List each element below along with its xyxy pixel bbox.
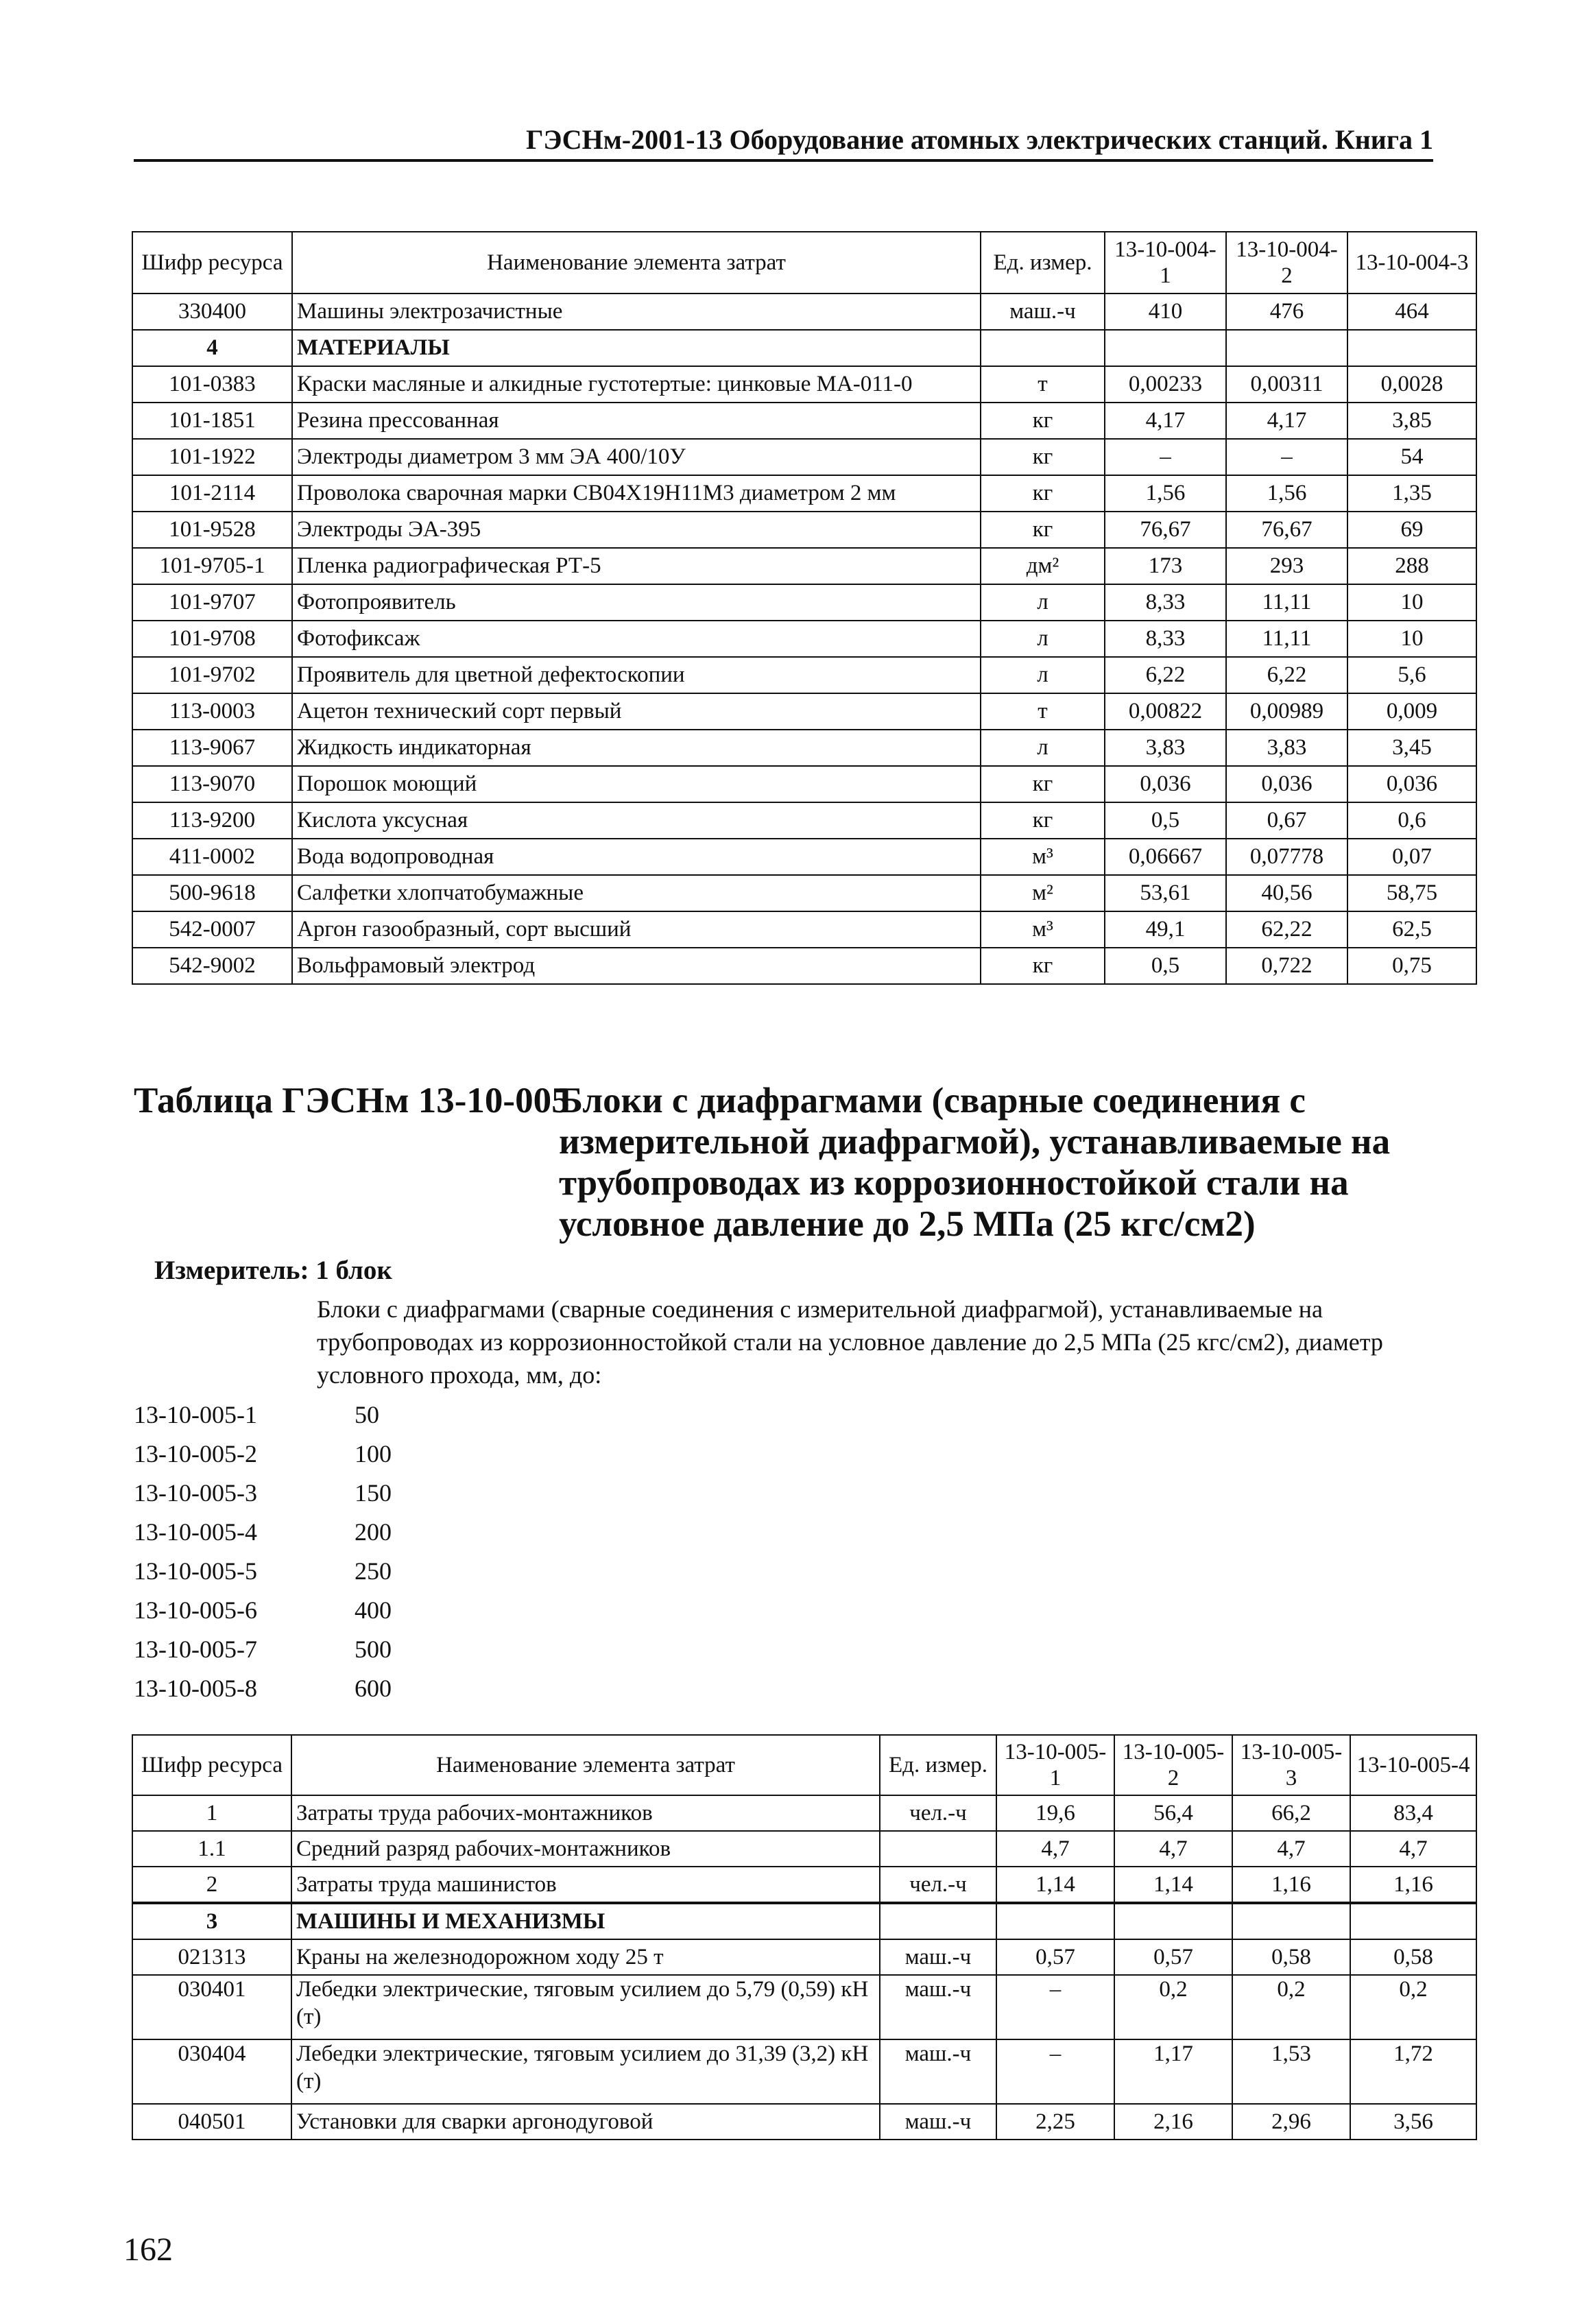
resource-code-cell: 040501 <box>132 2104 291 2140</box>
resource-code-cell: 101-9528 <box>132 512 292 548</box>
cost-element-cell: Вольфрамовый электрод <box>292 948 981 984</box>
value-cell: 3,83 <box>1226 730 1347 766</box>
cost-element-cell: Затраты труда машинистов <box>291 1867 880 1903</box>
value-cell: 3,85 <box>1347 403 1476 439</box>
value-cell: 11,11 <box>1226 584 1347 621</box>
value-cell: 66,2 <box>1232 1795 1350 1831</box>
cost-element-cell: Ацетон технический сорт первый <box>292 693 981 730</box>
unit-cell: чел.-ч <box>880 1795 996 1831</box>
value-cell: 58,75 <box>1347 875 1476 911</box>
value-cell <box>1226 330 1347 366</box>
cost-element-cell: Машины электрозачистные <box>292 294 981 330</box>
unit-cell: т <box>981 693 1105 730</box>
unit-cell: маш.-ч <box>880 1975 996 2039</box>
table-row <box>132 475 1476 512</box>
table-row <box>132 330 1476 366</box>
value-cell: 173 <box>1105 548 1226 584</box>
value-cell: – <box>1105 439 1226 475</box>
unit-cell <box>981 330 1105 366</box>
cost-element-cell: Установки для сварки аргонодуговой <box>291 2104 880 2140</box>
value-cell: 2,96 <box>1232 2104 1350 2140</box>
cost-element-cell: Фотофиксаж <box>292 621 981 657</box>
value-cell: 0,5 <box>1105 948 1226 984</box>
cost-element-cell: Порошок моющий <box>292 766 981 802</box>
value-cell: 2,16 <box>1114 2104 1232 2140</box>
value-cell: 0,00233 <box>1105 366 1226 403</box>
resource-code-cell: 101-9705-1 <box>132 548 292 584</box>
value-cell: 288 <box>1347 548 1476 584</box>
resource-code-cell: 4 <box>132 330 292 366</box>
value-cell: 3,56 <box>1350 2104 1476 2140</box>
resource-code-cell: 113-9067 <box>132 730 292 766</box>
resource-code-cell: 542-0007 <box>132 911 292 948</box>
value-cell: 0,036 <box>1347 766 1476 802</box>
table-row <box>132 839 1476 875</box>
variant-code: 13-10-005-3 <box>134 1479 257 1507</box>
resource-code-cell: 101-1851 <box>132 403 292 439</box>
cost-element-cell: Проявитель для цветной дефектоскопии <box>292 657 981 693</box>
measure-label: Измеритель: <box>154 1256 309 1285</box>
header-norm-4: 13-10-005-4 <box>1350 1735 1476 1795</box>
page-number: 162 <box>123 2231 173 2268</box>
value-cell: 0,6 <box>1347 802 1476 839</box>
value-cell: 0,00311 <box>1226 366 1347 403</box>
value-cell: 8,33 <box>1105 584 1226 621</box>
resource-code-cell: 411-0002 <box>132 839 292 875</box>
value-cell: 464 <box>1347 294 1476 330</box>
value-cell: 6,22 <box>1226 657 1347 693</box>
value-cell: 1,53 <box>1232 2039 1350 2104</box>
unit-cell: м³ <box>981 839 1105 875</box>
value-cell: – <box>1226 439 1347 475</box>
table-row <box>132 584 1476 621</box>
value-cell: 0,00822 <box>1105 693 1226 730</box>
cost-element-cell: Электроды диаметром 3 мм ЭА 400/10У <box>292 439 981 475</box>
variant-diameter: 50 <box>355 1401 379 1428</box>
value-cell: 0,58 <box>1232 1939 1350 1975</box>
header-norm-1: 13-10-004-1 <box>1105 232 1226 294</box>
value-cell: – <box>996 2039 1114 2104</box>
unit-cell: кг <box>981 439 1105 475</box>
value-cell: 4,7 <box>1114 1831 1232 1867</box>
value-cell: 0,036 <box>1226 766 1347 802</box>
value-cell: 56,4 <box>1114 1795 1232 1831</box>
value-cell: 0,2 <box>1232 1975 1350 2039</box>
cost-element-cell: Резина прессованная <box>292 403 981 439</box>
table-row <box>132 657 1476 693</box>
table-row <box>132 439 1476 475</box>
cost-element-cell: Лебедки электрические, тяговым усилием до 31,39 (3,2) кН (т) <box>291 2039 880 2104</box>
unit-cell: кг <box>981 475 1105 512</box>
value-cell <box>1114 1903 1232 1939</box>
resource-code-cell: 030404 <box>132 2039 291 2104</box>
value-cell: 0,5 <box>1105 802 1226 839</box>
value-cell: 8,33 <box>1105 621 1226 657</box>
table-row <box>132 512 1476 548</box>
cost-element-cell: Краски масляные и алкидные густотертые: цинковые МА-011-0 <box>292 366 981 403</box>
value-cell: 3,83 <box>1105 730 1226 766</box>
table-row <box>132 1831 1476 1867</box>
value-cell: 0,009 <box>1347 693 1476 730</box>
value-cell: 1,14 <box>996 1867 1114 1903</box>
header-unit: Ед. измер. <box>981 232 1105 294</box>
variant-code: 13-10-005-6 <box>134 1596 257 1624</box>
value-cell: 410 <box>1105 294 1226 330</box>
variant-diameter: 150 <box>355 1479 392 1507</box>
header-unit: Ед. измер. <box>880 1735 996 1795</box>
value-cell: 4,7 <box>1232 1831 1350 1867</box>
value-cell <box>1347 330 1476 366</box>
unit-cell: маш.-ч <box>880 2039 996 2104</box>
resource-code-cell: 101-2114 <box>132 475 292 512</box>
value-cell: 1,56 <box>1105 475 1226 512</box>
variant-diameter: 250 <box>355 1557 392 1585</box>
unit-cell: чел.-ч <box>880 1867 996 1903</box>
header-norm-3: 13-10-004-3 <box>1347 232 1476 294</box>
value-cell: 1,56 <box>1226 475 1347 512</box>
table-row <box>132 548 1476 584</box>
unit-cell: дм² <box>981 548 1105 584</box>
value-cell: 1,17 <box>1114 2039 1232 2104</box>
table-row <box>132 621 1476 657</box>
value-cell: 53,61 <box>1105 875 1226 911</box>
table-number: Таблица ГЭСНм 13-10-005 <box>134 1081 570 1121</box>
unit-cell <box>880 1831 996 1867</box>
resource-code-cell: 500-9618 <box>132 875 292 911</box>
value-cell: – <box>996 1975 1114 2039</box>
value-cell: 4,7 <box>996 1831 1114 1867</box>
value-cell: 5,6 <box>1347 657 1476 693</box>
value-cell: 49,1 <box>1105 911 1226 948</box>
table-row <box>132 2039 1476 2104</box>
resource-code-cell: 101-0383 <box>132 366 292 403</box>
value-cell: 293 <box>1226 548 1347 584</box>
resource-code-cell: 101-9702 <box>132 657 292 693</box>
resource-code-cell: 1 <box>132 1795 291 1831</box>
header-resource-code: Шифр ресурса <box>132 232 292 294</box>
table-title: Блоки с диафрагмами (сварные соединения с измерительной диафрагмой), устанавливаемые на трубопроводах из коррозионностойкой стали на условное давление до 2,5 МПа (25 кгс/см2) <box>559 1081 1391 1244</box>
value-cell: 0,57 <box>996 1939 1114 1975</box>
work-description: Блоки с диафрагмами (сварные соединения с измерительной диафрагмой), устанавливаемые на трубопроводах из коррозионностойкой стали на условное давление до 2,5 МПа (25 кгс/см2), диаметр условного прохода, мм, до: <box>317 1295 1383 1389</box>
cost-element-cell: Краны на железнодорожном ходу 25 т <box>291 1939 880 1975</box>
cost-element-cell: Электроды ЭА-395 <box>292 512 981 548</box>
variant-diameter: 100 <box>355 1440 392 1468</box>
value-cell: 76,67 <box>1226 512 1347 548</box>
unit-cell: кг <box>981 512 1105 548</box>
table-row <box>132 693 1476 730</box>
table-row <box>132 1903 1476 1939</box>
value-cell <box>1232 1903 1350 1939</box>
value-cell: 0,07778 <box>1226 839 1347 875</box>
unit-cell: м² <box>981 875 1105 911</box>
value-cell: 0,2 <box>1114 1975 1232 2039</box>
value-cell: 76,67 <box>1105 512 1226 548</box>
cost-element-cell: Проволока сварочная марки СВ04Х19Н11М3 диаметром 2 мм <box>292 475 981 512</box>
resource-code-cell: 542-9002 <box>132 948 292 984</box>
table-header-row <box>132 232 1476 294</box>
table-row <box>132 875 1476 911</box>
cost-element-cell: Средний разряд рабочих-монтажников <box>291 1831 880 1867</box>
variant-code: 13-10-005-5 <box>134 1557 257 1585</box>
table-row <box>132 766 1476 802</box>
table-row <box>132 911 1476 948</box>
cost-element-cell: Жидкость индикаторная <box>292 730 981 766</box>
unit-cell: маш.-ч <box>981 294 1105 330</box>
resource-code-cell: 021313 <box>132 1939 291 1975</box>
value-cell: 83,4 <box>1350 1795 1476 1831</box>
resource-code-cell: 101-9708 <box>132 621 292 657</box>
value-cell: 0,07 <box>1347 839 1476 875</box>
header-resource-code: Шифр ресурса <box>132 1735 291 1795</box>
resource-code-cell: 101-9707 <box>132 584 292 621</box>
resource-code-cell: 113-9200 <box>132 802 292 839</box>
value-cell: 6,22 <box>1105 657 1226 693</box>
value-cell: 3,45 <box>1347 730 1476 766</box>
value-cell: 10 <box>1347 621 1476 657</box>
value-cell: 2,25 <box>996 2104 1114 2140</box>
variant-diameter: 200 <box>355 1518 392 1546</box>
table-row <box>132 1795 1476 1831</box>
table-row <box>132 1975 1476 2039</box>
table-row <box>132 1939 1476 1975</box>
unit-cell: кг <box>981 802 1105 839</box>
value-cell: 11,11 <box>1226 621 1347 657</box>
resource-code-cell: 3 <box>132 1903 291 1939</box>
header-norm-1: 13-10-005-1 <box>996 1735 1114 1795</box>
value-cell: 54 <box>1347 439 1476 475</box>
value-cell: 4,17 <box>1226 403 1347 439</box>
value-cell: 1,72 <box>1350 2039 1476 2104</box>
table-row <box>132 403 1476 439</box>
value-cell: 0,036 <box>1105 766 1226 802</box>
unit-cell: маш.-ч <box>880 2104 996 2140</box>
cost-element-cell: Аргон газообразный, сорт высший <box>292 911 981 948</box>
value-cell <box>1105 330 1226 366</box>
value-cell: 476 <box>1226 294 1347 330</box>
value-cell: 1,14 <box>1114 1867 1232 1903</box>
unit-cell: кг <box>981 403 1105 439</box>
cost-element-cell: МАШИНЫ И МЕХАНИЗМЫ <box>291 1903 880 1939</box>
cost-element-cell: Фотопроявитель <box>292 584 981 621</box>
resource-code-cell: 101-1922 <box>132 439 292 475</box>
unit-cell: л <box>981 584 1105 621</box>
cost-element-cell: Салфетки хлопчатобумажные <box>292 875 981 911</box>
value-cell: 0,722 <box>1226 948 1347 984</box>
header-norm-3: 13-10-005-3 <box>1232 1735 1350 1795</box>
variant-diameter: 400 <box>355 1596 392 1624</box>
header-cost-element: Наименование элемента затрат <box>291 1735 880 1795</box>
value-cell: 4,17 <box>1105 403 1226 439</box>
value-cell: 69 <box>1347 512 1476 548</box>
variant-diameter: 500 <box>355 1636 392 1663</box>
value-cell: 0,57 <box>1114 1939 1232 1975</box>
unit-cell: маш.-ч <box>880 1939 996 1975</box>
variant-code: 13-10-005-2 <box>134 1440 257 1468</box>
cost-element-cell: МАТЕРИАЛЫ <box>292 330 981 366</box>
variant-code: 13-10-005-8 <box>134 1675 257 1702</box>
measure-unit <box>154 1255 392 1286</box>
cost-element-cell: Кислота уксусная <box>292 802 981 839</box>
resource-table-13-10-005 <box>132 1734 1477 2140</box>
cost-element-cell: Лебедки электрические, тяговым усилием до 5,79 (0,59) кН (т) <box>291 1975 880 2039</box>
value-cell: 0,2 <box>1350 1975 1476 2039</box>
table-row <box>132 1867 1476 1903</box>
resource-code-cell: 1.1 <box>132 1831 291 1867</box>
unit-cell: л <box>981 730 1105 766</box>
cost-element-cell: Затраты труда рабочих-монтажников <box>291 1795 880 1831</box>
resource-code-cell: 330400 <box>132 294 292 330</box>
cost-element-cell: Пленка радиографическая РТ-5 <box>292 548 981 584</box>
unit-cell <box>880 1903 996 1939</box>
resource-code-cell: 113-9070 <box>132 766 292 802</box>
variant-code: 13-10-005-4 <box>134 1518 257 1546</box>
value-cell: 40,56 <box>1226 875 1347 911</box>
value-cell: 0,58 <box>1350 1939 1476 1975</box>
unit-cell: кг <box>981 948 1105 984</box>
table-row <box>132 802 1476 839</box>
value-cell: 19,6 <box>996 1795 1114 1831</box>
cost-element-cell: Вода водопроводная <box>292 839 981 875</box>
variant-diameter: 600 <box>355 1675 392 1702</box>
table-row <box>132 730 1476 766</box>
table-header-row <box>132 1735 1476 1795</box>
measure-value: 1 блок <box>315 1256 392 1285</box>
value-cell: 0,75 <box>1347 948 1476 984</box>
variant-code: 13-10-005-7 <box>134 1636 257 1663</box>
table-row <box>132 366 1476 403</box>
unit-cell: кг <box>981 766 1105 802</box>
value-cell <box>996 1903 1114 1939</box>
resource-table-13-10-004 <box>132 231 1477 985</box>
unit-cell: т <box>981 366 1105 403</box>
value-cell: 62,5 <box>1347 911 1476 948</box>
value-cell: 10 <box>1347 584 1476 621</box>
unit-cell: л <box>981 621 1105 657</box>
value-cell: 4,7 <box>1350 1831 1476 1867</box>
header-norm-2: 13-10-005-2 <box>1114 1735 1232 1795</box>
header-norm-2: 13-10-004-2 <box>1226 232 1347 294</box>
value-cell: 0,67 <box>1226 802 1347 839</box>
value-cell: 0,0028 <box>1347 366 1476 403</box>
unit-cell: л <box>981 657 1105 693</box>
value-cell: 0,06667 <box>1105 839 1226 875</box>
unit-cell: м³ <box>981 911 1105 948</box>
variant-code: 13-10-005-1 <box>134 1401 257 1428</box>
table-row <box>132 948 1476 984</box>
running-header: ГЭСНм-2001-13 Оборудование атомных электрических станций. Книга 1 <box>134 122 1433 162</box>
resource-code-cell: 030401 <box>132 1975 291 2039</box>
value-cell: 1,16 <box>1350 1867 1476 1903</box>
header-cost-element: Наименование элемента затрат <box>292 232 981 294</box>
resource-code-cell: 113-0003 <box>132 693 292 730</box>
value-cell <box>1350 1903 1476 1939</box>
value-cell: 62,22 <box>1226 911 1347 948</box>
value-cell: 1,35 <box>1347 475 1476 512</box>
table-row <box>132 294 1476 330</box>
resource-code-cell: 2 <box>132 1867 291 1903</box>
table-row <box>132 2104 1476 2140</box>
value-cell: 0,00989 <box>1226 693 1347 730</box>
value-cell: 1,16 <box>1232 1867 1350 1903</box>
